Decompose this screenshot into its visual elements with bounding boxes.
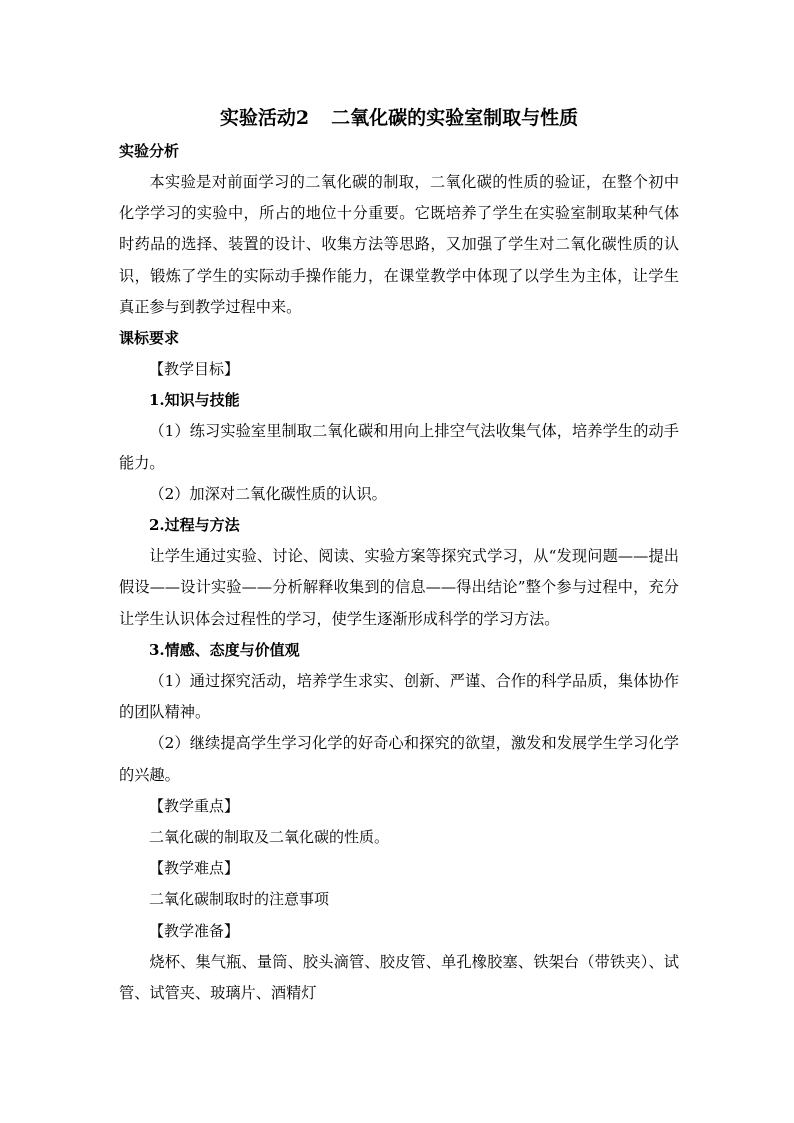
section-heading-standards: 课标要求 bbox=[119, 329, 180, 348]
document-title bbox=[119, 100, 679, 136]
difficulty-label: 【教学难点】 bbox=[149, 859, 240, 878]
attitude-item-1: （1）通过探究活动，培养学生求实、创新、严谨、合作的科学品质，集体协作的团队精神。 bbox=[119, 672, 679, 722]
section-heading-analysis: 实验分析 bbox=[119, 142, 180, 160]
subheading-process-methods: 2.过程与方法 bbox=[149, 516, 240, 535]
analysis-paragraph: 本实验是对前面学习的二氧化碳的制取，二氧化碳的性质的验证，在整个初中化学学习的实验中，所占的地位十分重要。它既培养了学生在实验室制取某种气体时药品的选择、装置的设计、收集方法等思路，又加强了学生对二氧化碳性质的认识，锻炼了学生的实际动手操作能力，在课堂教学中体现了以学生为主体，让学生真正参与到教学过程中来。 bbox=[119, 173, 679, 316]
teaching-goals-label: 【教学目标】 bbox=[149, 360, 240, 379]
key-points-text: 二氧化碳的制取及二氧化碳的性质。 bbox=[149, 828, 390, 847]
title-activity-number: 实验活动2 bbox=[219, 107, 310, 129]
document-page bbox=[119, 100, 679, 1009]
subheading-attitude-values: 3.情感、态度与价值观 bbox=[149, 640, 300, 659]
difficulty-text: 二氧化碳制取时的注意事项 bbox=[149, 890, 330, 909]
knowledge-item-1: （1）练习实验室里制取二氧化碳和用向上排空气法收集气体，培养学生的动手能力。 bbox=[119, 422, 679, 472]
title-topic: 二氧化碳的实验室制取与性质 bbox=[331, 107, 579, 129]
preparation-text: 烧杯、集气瓶、量筒、胶头滴管、胶皮管、单孔橡胶塞、铁架台（带铁夹）、试管、试管夹、玻璃片、酒精灯 bbox=[119, 952, 679, 1003]
key-points-label: 【教学重点】 bbox=[149, 796, 240, 815]
process-paragraph: 让学生通过实验、讨论、阅读、实验方案等探究式学习，从“发现问题——提出假设——设计实验——分析解释收集到的信息——得出结论”整个参与过程中，充分让学生认识体会过程性的学习，使学生逐渐形成科学的学习方法。 bbox=[119, 547, 679, 628]
attitude-item-2: （2）继续提高学生学习化学的好奇心和探究的欲望，激发和发展学生学习化学的兴趣。 bbox=[119, 734, 679, 784]
preparation-label: 【教学准备】 bbox=[149, 921, 240, 940]
knowledge-item-2: （2）加深对二氧化碳性质的认识。 bbox=[149, 484, 387, 503]
subheading-knowledge-skills: 1.知识与技能 bbox=[149, 391, 240, 410]
